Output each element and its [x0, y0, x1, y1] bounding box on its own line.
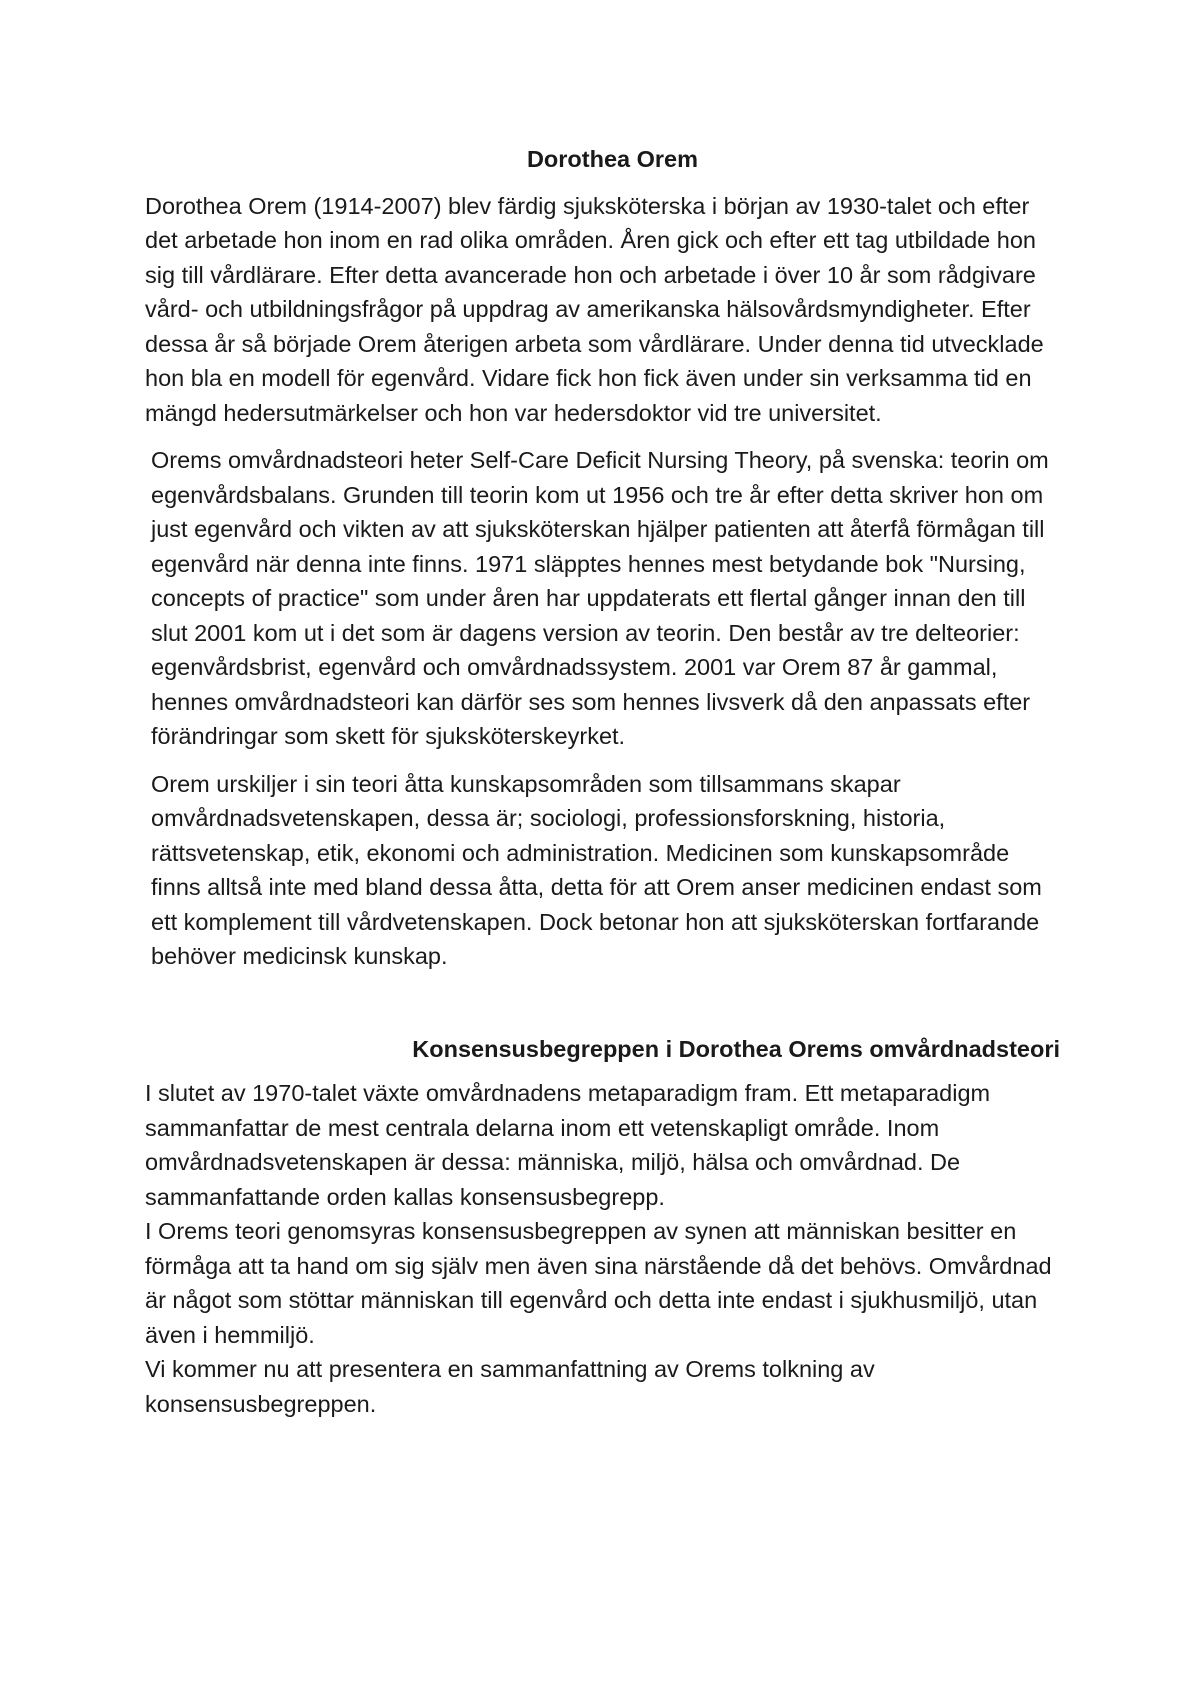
- intro-paragraph-3: Orem urskiljer i sin teori åtta kunskapsområden som tillsammans skapar omvårdnadsvetenskapen, dessa är; sociologi, professionsforskning, historia, rättsvetenskap, etik, ekonomi och administration. Medicinen som kunskapsområde finns alltså inte med bland dessa åtta, detta för att Orem anser medicinen endast som ett komplement till vårdvetenskapen. Dock betonar hon att sjuksköterskan fortfarande behöver medicinsk kunskap.: [151, 770, 1042, 969]
- intro-paragraph-1: Dorothea Orem (1914-2007) blev färdig sjuksköterska i början av 1930-talet och efter det arbetade hon inom en rad olika områden. Åren gick och efter ett tag utbildade hon sig till vårdlärare. Efter detta avancerade hon och arbetade i över 10 år som rådgivare vård- och utbildningsfrågor på uppdrag av amerikanska hälsovårdsmyndigheter. Efter dessa år så började Orem återigen arbeta som vårdlärare. Under denna tid utvecklade hon bla en modell för egenvård. Vidare fick hon fick även under sin verksamma tid en mängd hedersutmärkelser och hon var hedersdoktor vid tre universitet.: [145, 192, 1044, 426]
- section-paragraph-1: I slutet av 1970-talet växte omvårdnadens metaparadigm fram. Ett metaparadigm sammanfattar de mest centrala delarna inom ett vetenskapligt område. Inom omvårdnadsvetenskapen är dessa: människa, miljö, hälsa och omvårdnad. De sammanfattande orden kallas konsensusbegrepp.: [145, 1080, 991, 1210]
- intro-paragraph-2: Orems omvårdnadsteori heter Self-Care Deficit Nursing Theory, på svenska: teorin om egenvårdsbalans. Grunden till teorin kom ut 1956 och tre år efter detta skriver hon om just egenvård och vikten av att sjuksköterskan hjälper patienten att återfå förmågan till egenvård när denna inte finns. 1971 släpptes hennes mest betydande bok "Nursing, concepts of practice" som under åren har uppdaterats ett flertal gånger innan den till slut 2001 kom ut i det som är dagens version av teorin. Den består av tre delteorier: egenvårdsbrist, egenvård och omvårdnadssystem. 2001 var Orem 87 år gammal, hennes omvårdnadsteori kan därför ses som hennes livsverk då den anpassats efter förändringar som skett för sjuksköterskeyrket.: [151, 447, 1049, 749]
- section-body: [145, 1076, 1060, 1421]
- document-title: Dorothea Orem: [526, 146, 699, 172]
- section-paragraph-2: I Orems teori genomsyras konsensusbegreppen av synen att människan besitter en förmåga att ta hand om sig själv men även sina närstående då det behövs. Omvårdnad är något som stöttar människan till egenvård och detta inte endast i sjukhusmiljö, utan även i hemmiljö.: [145, 1218, 1052, 1348]
- section-paragraph-3: Vi kommer nu att presentera en sammanfattning av Orems tolkning av konsensusbegreppen.: [145, 1356, 875, 1417]
- section-heading: Konsensusbegreppen i Dorothea Orems omvårdnadsteori: [412, 1035, 1060, 1062]
